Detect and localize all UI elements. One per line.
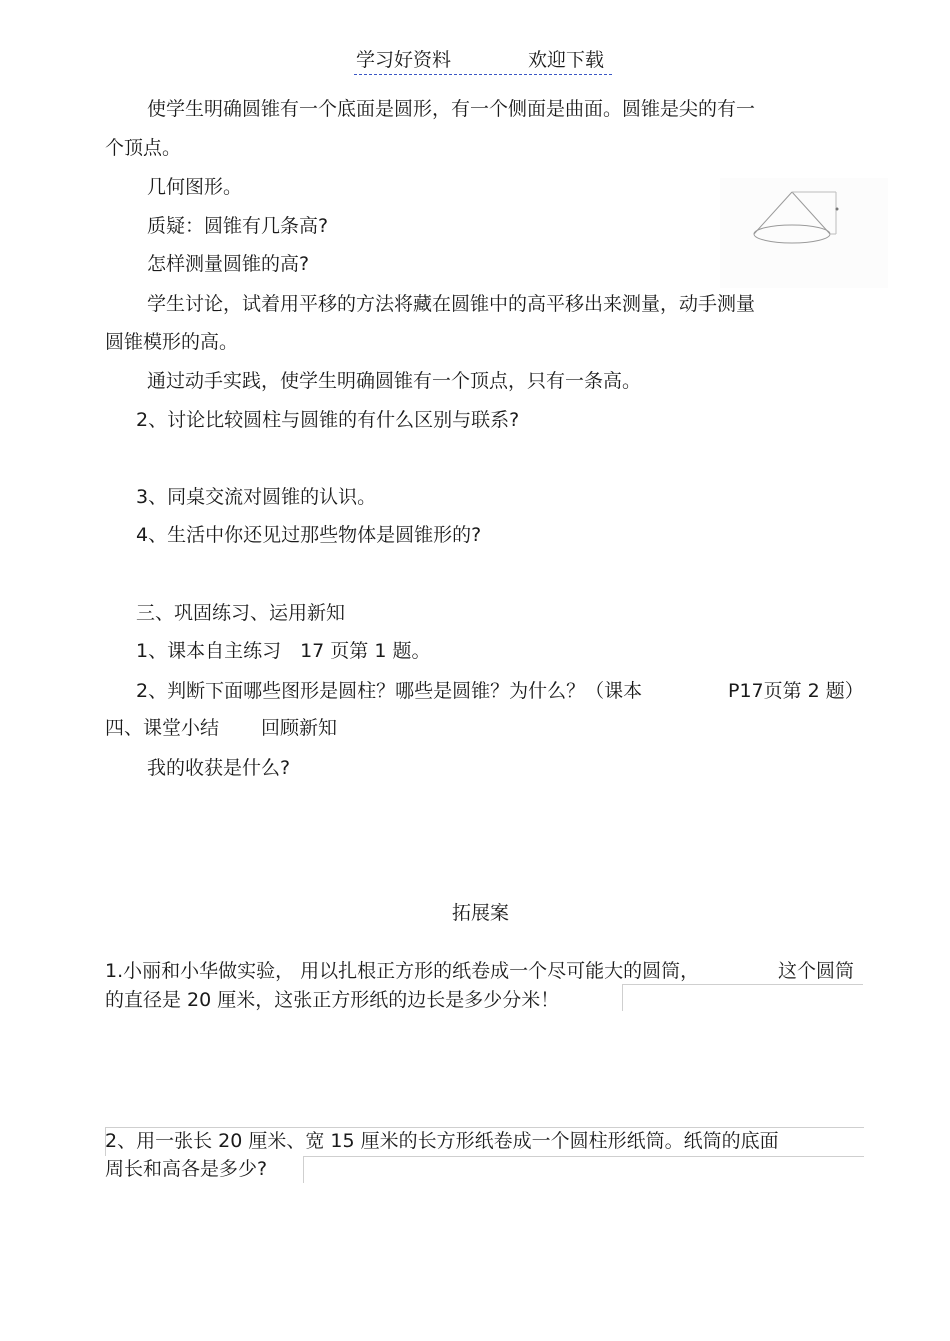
page-header <box>354 48 612 75</box>
problem-1-line-2: 的直径是 20 厘米，这张正方形纸的边长是多少分米！ <box>105 989 560 1011</box>
exercise-2: 2、判断下面哪些图形是圆柱？哪些是圆锥？为什么？（课本 <box>136 680 643 702</box>
answer-box-1 <box>622 984 863 1011</box>
answer-box-2 <box>303 1156 864 1183</box>
practice-text: 通过动手实践，使学生明确圆锥有一个顶点，只有一条高。 <box>147 370 642 392</box>
section-4-title: 四、课堂小结 <box>105 717 220 739</box>
shape-text: 几何图形。 <box>147 176 243 198</box>
header-right-text: 欢迎下载 <box>528 49 605 71</box>
item-4: 4、生活中你还见过那些物体是圆锥形的? <box>136 524 482 546</box>
intro-line-2: 个顶点。 <box>105 137 182 159</box>
extension-title: 拓展案 <box>452 902 510 924</box>
question-measure: 怎样测量圆锥的高? <box>147 253 310 275</box>
intro-line-1: 使学生明确圆锥有一个底面是圆形，有一个侧面是曲面。圆锥是尖的有一 <box>147 98 756 120</box>
section-4-subtitle: 回顾新知 <box>261 717 338 739</box>
item-2: 2、讨论比较圆柱与圆锥的有什么区别与联系? <box>136 409 520 431</box>
exercise-2-reference: P17页第 2 题） <box>728 680 864 702</box>
problem-1-line-1a: 1.小丽和小华做实验， 用以扎根正方形的纸卷成一个尽可能大的圆筒， <box>105 960 700 982</box>
header-left-text: 学习好资料 <box>356 49 452 71</box>
problem-1-line-1b: 这个圆筒 <box>778 960 855 982</box>
section-3-title: 三、巩固练习、运用新知 <box>136 602 346 624</box>
item-3: 3、同桌交流对圆锥的认识。 <box>136 486 377 508</box>
problem-2-line-1: 2、用一张长 20 厘米、宽 15 厘米的长方形纸卷成一个圆柱形纸筒。纸筒的底面 <box>105 1130 779 1152</box>
cone-figure <box>720 178 890 290</box>
problem-2-line-2: 周长和高各是多少? <box>105 1158 268 1180</box>
exercise-1: 1、课本自主练习 17 页第 1 题。 <box>136 640 431 662</box>
discuss-line-2: 圆锥模形的高。 <box>105 331 239 353</box>
discuss-line-1: 学生讨论，试着用平移的方法将藏在圆锥中的高平移出来测量，动手测量 <box>147 293 756 315</box>
question-heights: 质疑：圆锥有几条高? <box>147 215 329 237</box>
harvest-question: 我的收获是什么? <box>147 757 291 779</box>
